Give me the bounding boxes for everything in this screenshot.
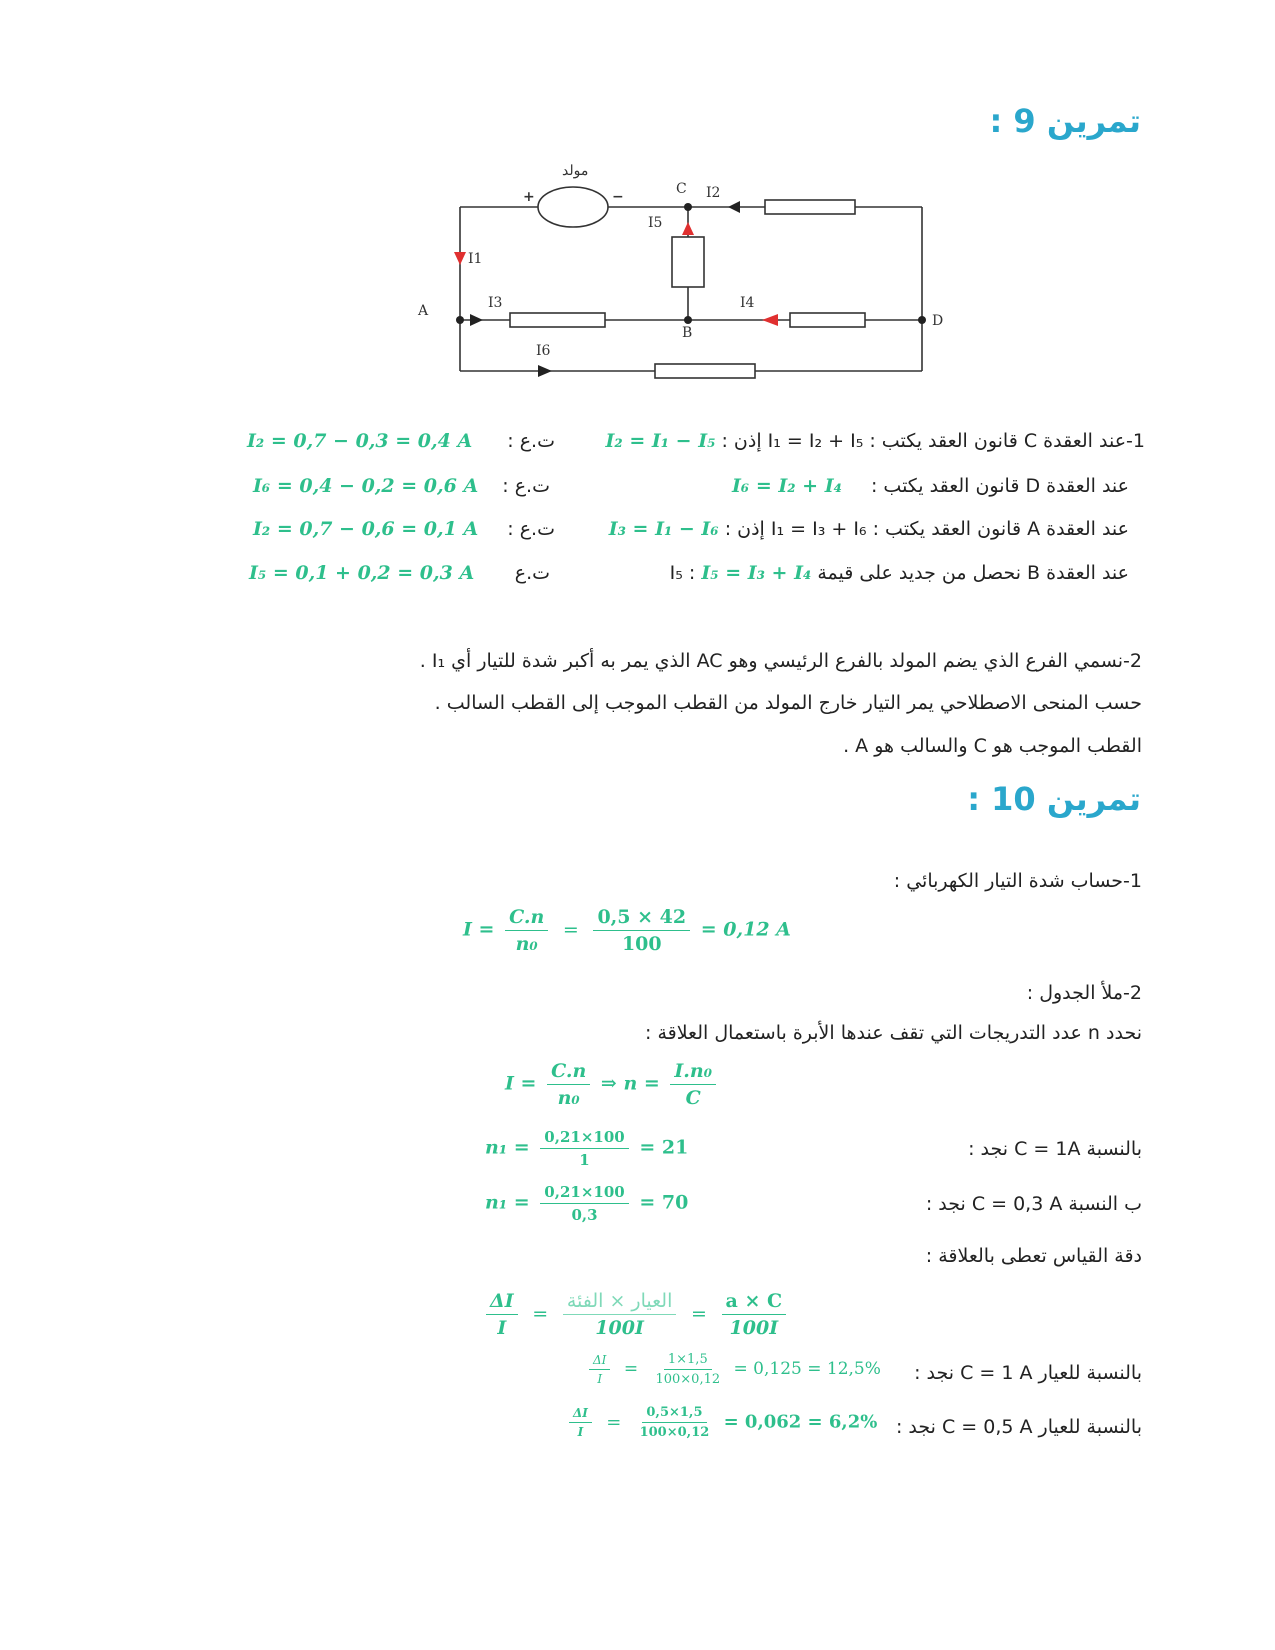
n1a-label: بالنسبة C = 1A نجد : [968, 1138, 1142, 1160]
ex10-q2-heading: 2-ملأ الجدول : [1026, 982, 1142, 1004]
label-i3: I3 [488, 295, 503, 311]
minus-sign: − [612, 189, 624, 205]
label-i5: I5 [648, 215, 663, 231]
exercise-10-title: تمرين 10 : [967, 780, 1141, 818]
exercise-9-title: تمرين 9 : [989, 102, 1141, 140]
q1-line2-result: I₆ = 0,4 − 0,2 = 0,6 A [253, 475, 479, 497]
q1-line4-te: ت.ع [514, 562, 550, 584]
label-node-b: B [682, 325, 693, 341]
n1b-equation: n₁ = $\frac{0,21\times 100}{0,3}$ = 70 [485, 1183, 689, 1224]
q1-line1-te: ت.ع : [507, 430, 555, 452]
node-b [684, 316, 692, 324]
current-equation: I = $\frac{C.n}{\text{n₀}}$ = $\frac{0,5 \times 42}{100}$ = 0,12 A [463, 906, 791, 955]
arrow-i2 [728, 201, 740, 213]
precision-heading: دقة القياس تعطى بالعلاقة : [925, 1245, 1142, 1267]
q1-line3-result: I₂ = 0,7 − 0,6 = 0,1 A [253, 518, 479, 540]
n1a-equation: n₁ = $\frac{0,21\times 100}{1}$ = 21 [485, 1128, 689, 1169]
q1-line2-text: عند العقدة D قانون العقد يكتب : [870, 475, 1129, 497]
ex10-q1-heading: 1-حساب شدة التيار الكهربائي : [893, 870, 1142, 892]
q1-line3-te: ت.ع : [507, 518, 555, 540]
p2-equation: $\frac{\Delta I}{I}$ = $\frac{0,5\times 1,5}{100\times 0,12}$ = 0,062 = 6,2% [565, 1405, 877, 1440]
arrow-i4 [762, 314, 778, 326]
node-c [684, 203, 692, 211]
node-d [918, 316, 926, 324]
q1-line4-result: I₅ = 0,1 + 0,2 = 0,3 A [249, 562, 475, 584]
q1-line2-eq: I₆ = I₂ + I₄ [732, 475, 842, 497]
arrow-i1 [454, 252, 466, 265]
resistor-cd [765, 200, 855, 214]
q2-line3: القطب الموجب هو C والسالب هو A . [843, 735, 1142, 757]
arrow-i6 [538, 365, 552, 377]
precision-equation: $\frac{\Delta I}{I}$ = $\frac{\text{العيار × الفئة}}{100I}$ = $\frac{a \times C}{100I}$ [482, 1290, 790, 1339]
n1b-label: ب النسبة C = 0,3 A نجد : [925, 1193, 1142, 1215]
generator-label: مولد [562, 163, 589, 179]
plus-sign: + [523, 189, 535, 205]
node-a [456, 316, 464, 324]
q1-line1-text: 1-عند العقدة C قانون العقد يكتب : I₁ = I₂ + I₅ إذن : I₂ = I₁ − I₅ [605, 430, 1145, 452]
q2-line2: حسب المنحى الاصطلاحي يمر التيار خارج المولد من القطب الموجب إلى القطب السالب . [434, 692, 1142, 714]
resistor-bottom [655, 364, 755, 378]
arrow-i3 [470, 314, 483, 326]
resistor-cb [672, 237, 704, 287]
label-i2: I2 [706, 185, 721, 201]
q2-line1: 2-نسمي الفرع الذي يضم المولد بالفرع الرئيسي وهو AC الذي يمر به أكبر شدة للتيار أي I₁ . [419, 650, 1142, 672]
label-node-d: D [932, 313, 944, 329]
q1-line1-result: I₂ = 0,7 − 0,3 = 0,4 A [247, 430, 473, 452]
p2-label: بالنسبة للعيار C = 0,5 A نجد : [895, 1416, 1142, 1438]
q1-line2-te: ت.ع : [502, 475, 550, 497]
p1-equation: $\frac{\Delta I}{I}$ = $\frac{1\times 1,5}{100\times 0,12}$ = 0,125 = 12,5% [585, 1352, 881, 1387]
arrow-i5 [682, 222, 694, 235]
label-node-c: C [676, 181, 687, 197]
relation-equation: I = $\frac{C.n}{\text{n₀}}$ ⇒ n = $\frac{\text{I.n₀}}{C}$ [505, 1060, 720, 1109]
label-node-a: A [418, 303, 429, 319]
q1-line3-text: عند العقدة A قانون العقد يكتب : I₁ = I₃ + I₆ إذن : I₃ = I₁ − I₆ [608, 518, 1129, 540]
p1-label: بالنسبة للعيار C = 1 A نجد : [914, 1362, 1142, 1384]
label-i4: I4 [740, 295, 755, 311]
circuit-diagram [410, 155, 960, 395]
resistor-ab [510, 313, 605, 327]
generator-symbol [538, 187, 608, 227]
resistor-bd [790, 313, 865, 327]
label-i1: I1 [468, 251, 483, 267]
q1-line4-text: عند العقدة B نحصل من جديد على قيمة I₅ : I₅ = I₃ + I₄ [669, 562, 1129, 584]
label-i6: I6 [536, 343, 551, 359]
ex10-q2-text: نحدد n عدد التدريجات التي تقف عندها الأبرة باستعمال العلاقة : [645, 1022, 1142, 1044]
